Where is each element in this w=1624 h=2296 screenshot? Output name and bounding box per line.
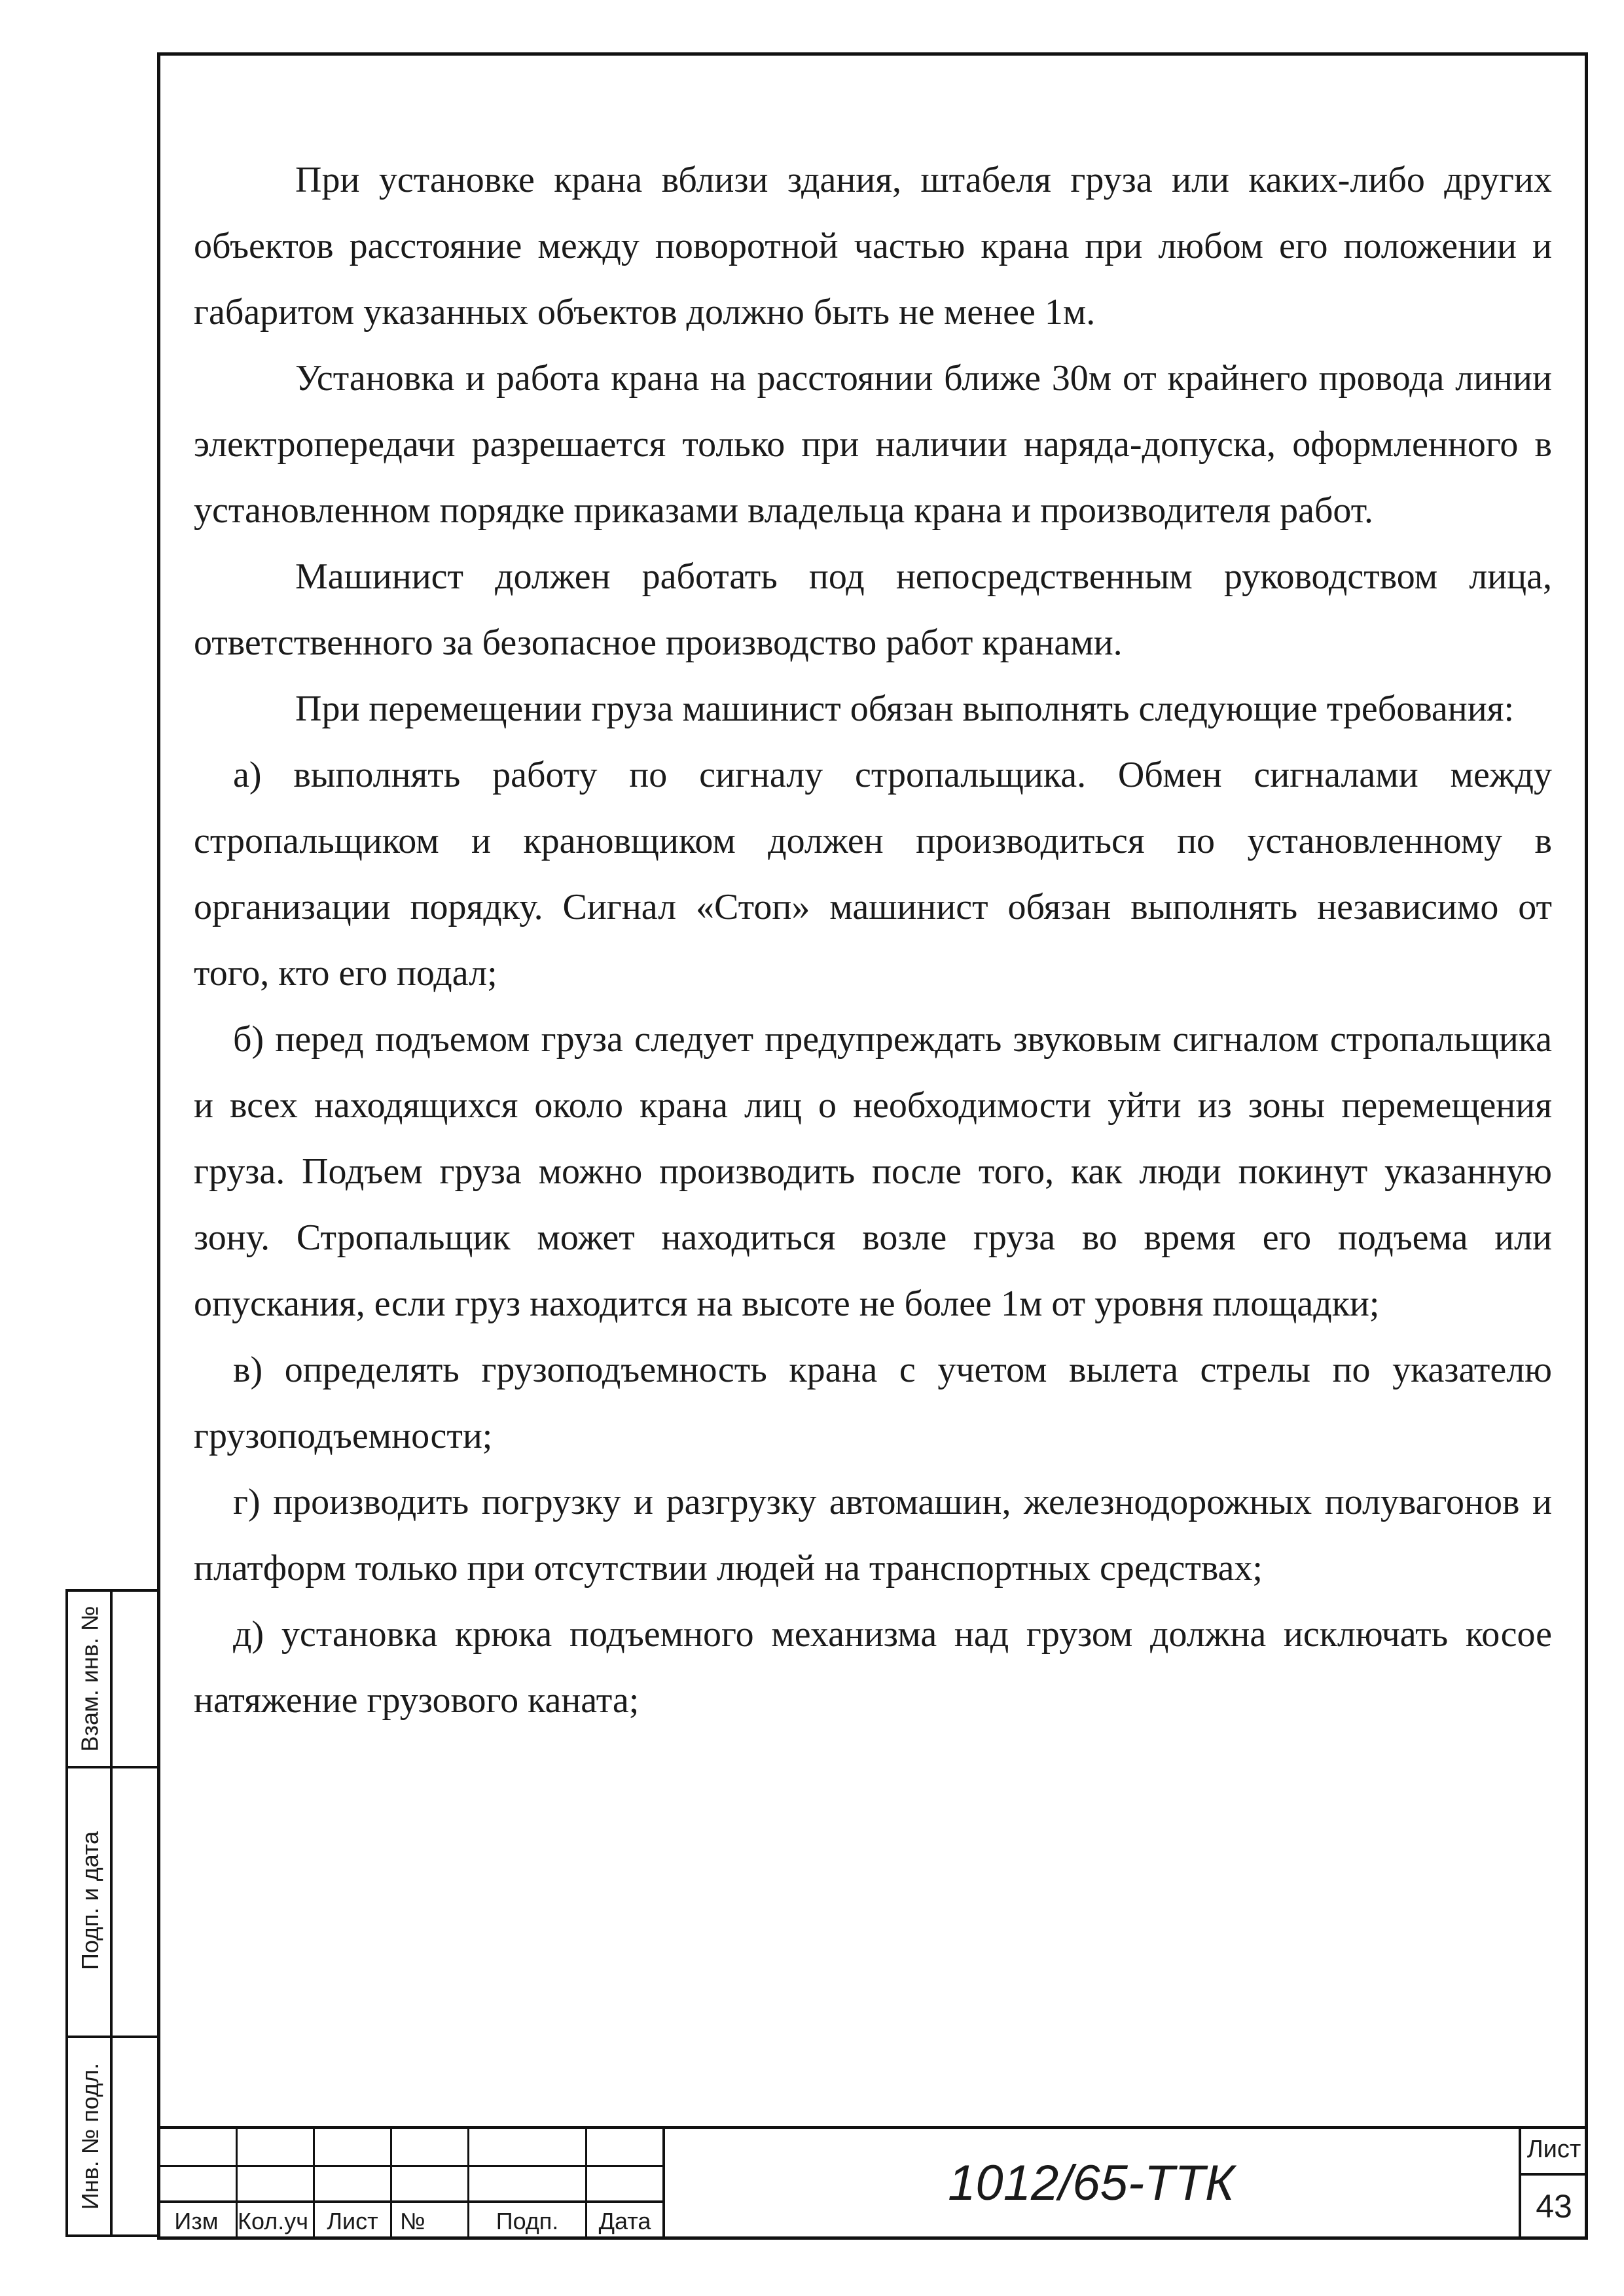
side-stamp <box>65 1589 157 2237</box>
inv-podl-label: Инв. № подл. <box>77 2062 103 2210</box>
vzam-inv-cell <box>68 1592 113 1766</box>
list-item: б) перед подъемом груза следует предупреждать звуковым сигналом стропальщика и всех находящихся около крана лиц о необходимости уйти из зоны перемещения груза. Подъем груза можно производить после того, как люди покинут указанную зону. Стропальщик может находиться возле груза во время его подъема или опускания, если груз находится на высоте не более 1м от уровня площадки; <box>194 1019 1552 1324</box>
document-body <box>194 147 1552 1734</box>
podp-data-cell <box>68 1766 113 2036</box>
col-izm: Изм <box>174 2208 219 2234</box>
document-code: 1012/65-ТТК <box>948 2155 1235 2211</box>
title-block-row-rule <box>157 2165 664 2167</box>
sheet-number: 43 <box>1536 2188 1572 2225</box>
list-item: д) установка крюка подъемного механизма над грузом должна исключать косое натяжение грузового каната; <box>194 1614 1552 1721</box>
title-block <box>157 2126 1588 2240</box>
list-item: г) производить погрузку и разгрузку автомашин, железнодорожных полувагонов и платформ только при отсутствии людей на транспортных средствах; <box>194 1482 1552 1588</box>
vzam-inv-label: Взам. инв. № <box>77 1605 103 1752</box>
col-kol: Кол.уч <box>238 2208 308 2234</box>
paragraph: Машинист должен работать под непосредственным руководством лица, ответственного за безопасное производство работ кранами. <box>194 556 1552 663</box>
col-no: № <box>400 2208 425 2234</box>
col-podp: Подп. <box>496 2208 559 2234</box>
list-item: а) выполнять работу по сигналу стропальщика. Обмен сигналами между стропальщиком и крановщиком должен производиться по установленному в организации порядку. Сигнал «Стоп» машинист обязан выполнять независимо от того, кто его подал; <box>194 755 1552 994</box>
paragraph: При перемещении груза машинист обязан выполнять следующие требования: <box>295 689 1515 729</box>
paragraph: При установке крана вблизи здания, штабеля груза или каких-либо других объектов расстояние между поворотной частью крана при любом его положении и габаритом указанных объектов должно быть не менее 1м. <box>194 160 1552 332</box>
col-list: Лист <box>327 2208 378 2234</box>
sheet-label: Лист <box>1526 2135 1581 2163</box>
podp-data-label: Подп. и дата <box>77 1831 103 1971</box>
inv-podl-cell <box>68 2036 113 2237</box>
paragraph: Установка и работа крана на расстоянии ближе 30м от крайнего провода линии электропередачи разрешается только при наличии наряда-допуска, оформленного в установленном порядке приказами владельца крана и производителя работ. <box>194 358 1552 531</box>
col-data: Дата <box>598 2208 651 2234</box>
list-item: в) определять грузоподъемность крана с учетом вылета стрелы по указателю грузоподъемности; <box>194 1350 1552 1456</box>
